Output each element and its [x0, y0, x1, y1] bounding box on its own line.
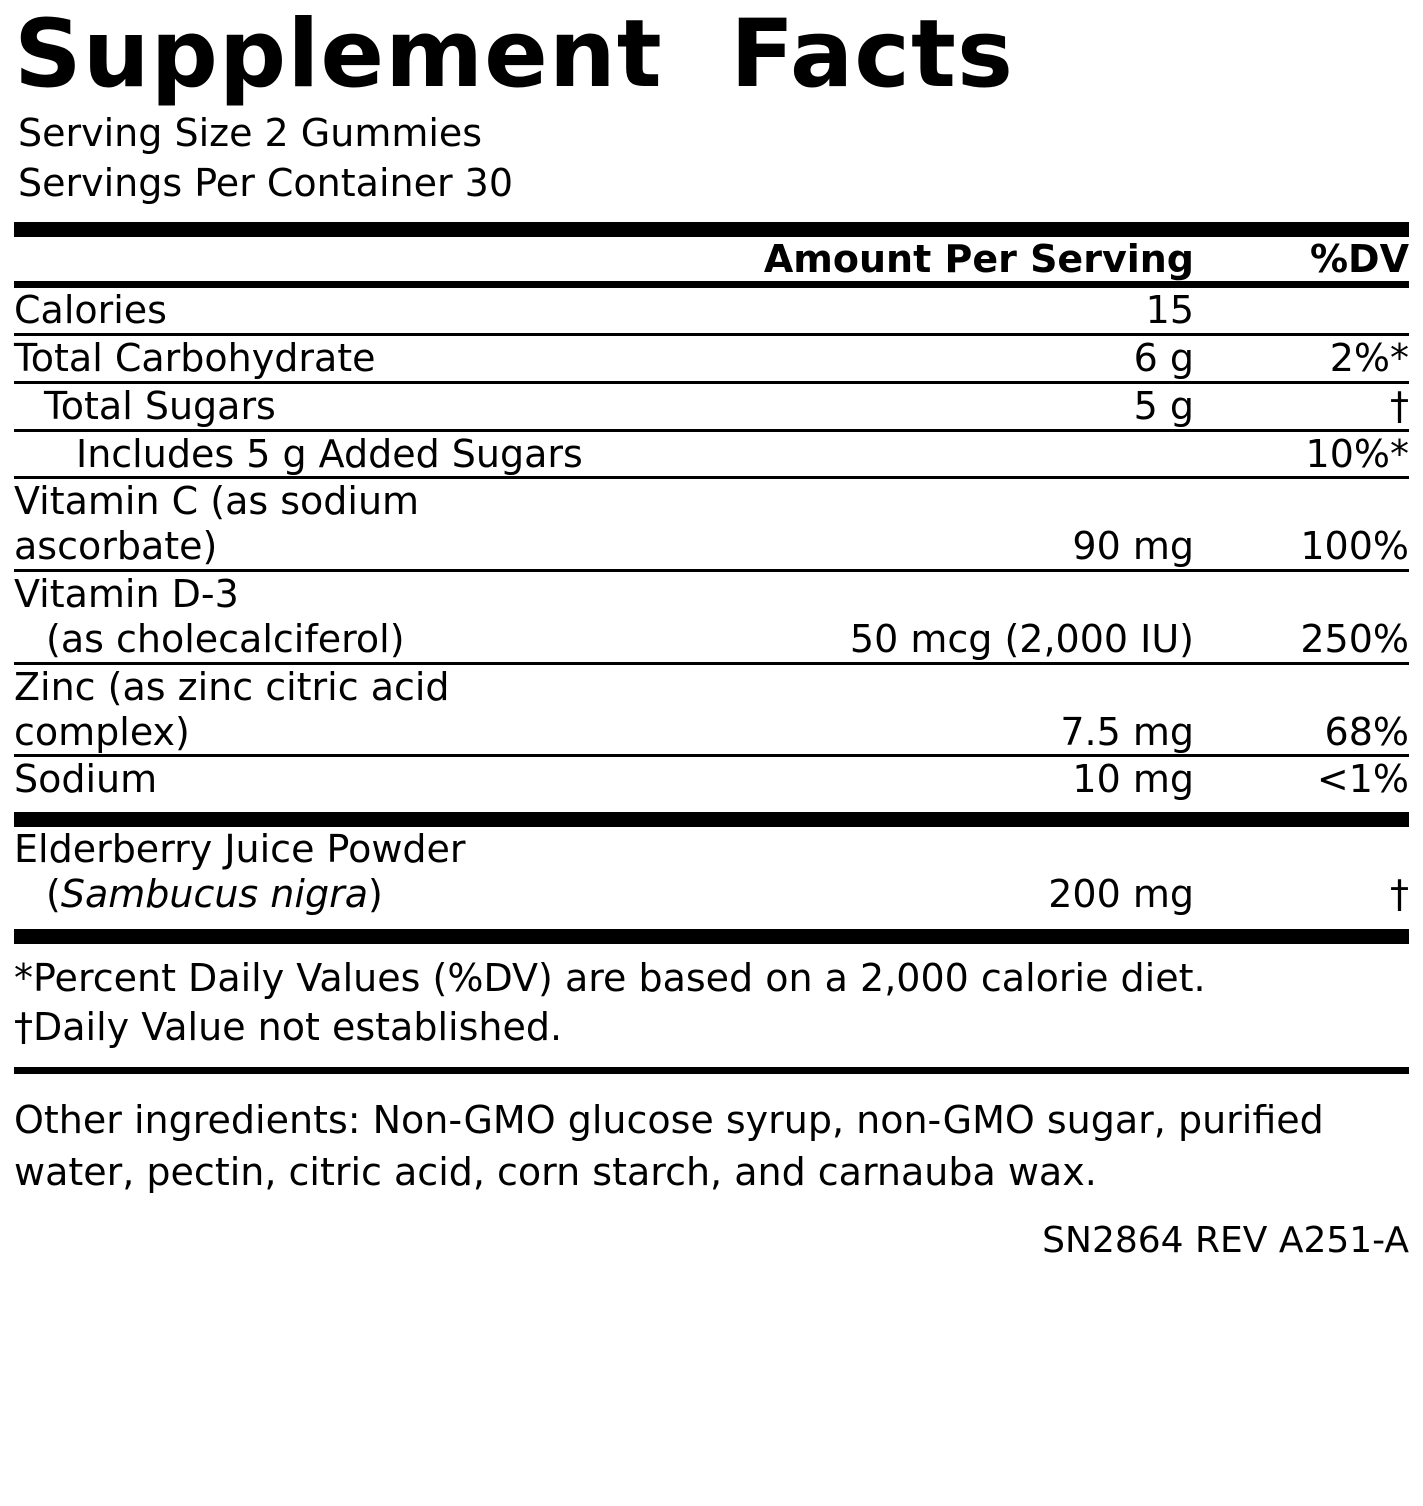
paren-close: ): [367, 872, 383, 916]
table-row: [14, 334, 1409, 382]
page-title: Supplement Facts: [14, 0, 1014, 109]
row-label: Zinc (as zinc citric acid complex): [14, 663, 634, 756]
row-amount: [634, 430, 1194, 478]
row-label: Calories: [14, 288, 167, 333]
table-row: [14, 827, 1409, 917]
row-dv: 10%*: [1194, 430, 1409, 478]
row-amount: 15: [1145, 288, 1194, 333]
latin-name: Sambucus nigra: [60, 872, 368, 916]
serving-size-line: Serving Size 2 Gummies: [18, 110, 483, 155]
row-amount: 5 g: [634, 382, 1194, 430]
divider-thick-footnotes: [14, 929, 1409, 944]
blend-table: [14, 827, 1409, 917]
row-amount: 90 mg: [634, 478, 1194, 571]
row-dv: <1%: [1194, 756, 1409, 802]
table-row: [14, 478, 1409, 571]
nutrition-table: [14, 237, 1409, 281]
footnote-daily-values: *Percent Daily Values (%DV) are based on a 2,000 calorie diet.: [14, 955, 1206, 1000]
divider-medium-under-header: [14, 281, 1409, 288]
header-name: [14, 237, 634, 281]
row-label-sub: [14, 872, 634, 917]
header-percent-dv: %DV: [1309, 237, 1409, 282]
row-label: Vitamin C (as sodium ascorbate): [14, 478, 634, 571]
row-label: Includes 5 g Added Sugars: [14, 430, 634, 478]
table-row: [14, 571, 1409, 664]
servings-per-container-line: Servings Per Container 30: [18, 160, 514, 205]
nutrition-rows: [14, 288, 1409, 802]
row-dv: †: [1194, 382, 1409, 430]
row-dv: [1194, 288, 1409, 334]
row-label: Total Sugars: [14, 382, 634, 430]
row-amount: 6 g: [634, 334, 1194, 382]
row-dv: 2%*: [1194, 334, 1409, 382]
row-label: Total Carbohydrate: [14, 334, 634, 382]
divider-medium-bottom: [14, 1067, 1409, 1074]
footnotes: [14, 944, 1409, 1053]
divider-thick-top: [14, 222, 1409, 237]
footnote-not-established: †Daily Value not established.: [14, 1005, 563, 1050]
row-dv: 68%: [1194, 663, 1409, 756]
row-label: [14, 827, 634, 917]
row-label-main: Vitamin D-3: [14, 572, 239, 617]
table-row: [14, 663, 1409, 756]
table-row: [14, 756, 1409, 802]
product-code: SN2864 REV A251-A: [1042, 1220, 1409, 1262]
row-amount: 50 mcg (2,000 IU): [634, 571, 1194, 664]
row-label-main: Elderberry Juice Powder: [14, 827, 466, 872]
header-amount-per-serving: Amount Per Serving: [763, 237, 1194, 282]
row-amount: 10 mg: [634, 756, 1194, 802]
table-row: [14, 430, 1409, 478]
row-dv: †: [1390, 872, 1409, 916]
row-label-sub: (as cholecalciferol): [46, 616, 405, 661]
row-amount: 200 mg: [1048, 872, 1194, 916]
row-label: Sodium: [14, 756, 634, 802]
divider-thick-blend: [14, 812, 1409, 827]
row-amount: 7.5 mg: [634, 663, 1194, 756]
other-ingredients: Other ingredients: Non-GMO glucose syrup, non-GMO sugar, purified water, pectin, citric acid, corn starch, and carnauba wax.: [14, 1097, 1324, 1195]
table-row: [14, 288, 1409, 334]
row-dv: 100%: [1194, 478, 1409, 571]
table-header-row: [14, 237, 1409, 281]
row-dv: 250%: [1194, 571, 1409, 664]
row-label: [14, 571, 634, 664]
table-row: [14, 382, 1409, 430]
paren-open: (: [46, 872, 61, 916]
